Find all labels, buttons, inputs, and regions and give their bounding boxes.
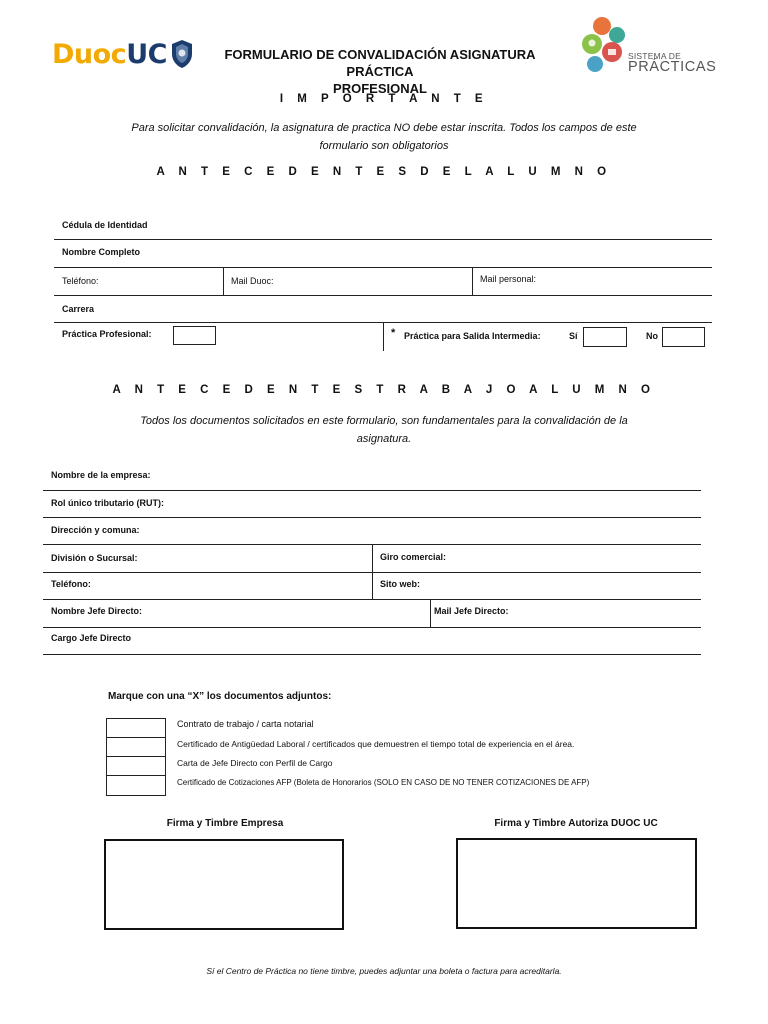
doc-item-3: Carta de Jefe Directo con Perfil de Cargo <box>177 758 333 768</box>
cedula-label: Cédula de Identidad <box>62 220 148 230</box>
logo-sistema-de-text: SISTEMA DE <box>628 51 682 61</box>
nombre-label: Nombre Completo <box>62 247 141 257</box>
logo-duoc-text: Duoc <box>52 38 127 70</box>
no-label: No <box>646 331 658 341</box>
jefe-line[interactable] <box>43 627 701 628</box>
mail-duoc-label: Mail Duoc: <box>231 276 274 286</box>
duoc-uc-logo <box>52 34 194 74</box>
division-line[interactable] <box>43 572 701 573</box>
logo-uc-text: UC <box>126 38 167 70</box>
salida-si-checkbox[interactable] <box>583 327 627 347</box>
practica-profesional-checkbox[interactable] <box>173 326 216 345</box>
footer-note: Sí el Centro de Práctica no tiene timbre, puedes adjuntar una boleta o factura para acreditarla. <box>206 966 562 976</box>
doc-item-1: Contrato de trabajo / carta notarial <box>177 719 314 729</box>
importante-line-1: Para solicitar convalidación, la asignatura de practica NO debe estar inscrita. Todos los campos de este <box>131 122 637 134</box>
firma-duoc-label: Firma y Timbre Autoriza DUOC UC <box>494 818 658 829</box>
importante-note <box>0 119 768 155</box>
trabajo-heading: A N T E C E D E N T E S T R A B A J O A L U M N O <box>112 384 656 396</box>
rut-label: Rol único tributario (RUT): <box>51 498 164 508</box>
salida-no-checkbox[interactable] <box>662 327 705 347</box>
si-label: Sí <box>569 331 578 341</box>
logo-practicas-text: PRÁCTICAS <box>628 59 717 75</box>
cedula-line[interactable] <box>54 239 712 240</box>
alumno-heading: A N T E C E D E N T E S D E L A L U M N O <box>156 166 612 178</box>
documentos-instruction: Marque con una “X” los documentos adjuntos: <box>108 691 332 702</box>
cargo-jefe-line[interactable] <box>43 654 701 655</box>
trabajo-note-line-2: asignatura. <box>356 433 412 445</box>
mail-jefe-label: Mail Jefe Directo: <box>434 606 509 616</box>
bubbles-cluster-icon <box>578 16 630 78</box>
telefono-empresa-line[interactable] <box>43 599 701 600</box>
direccion-label: Dirección y comuna: <box>51 525 140 535</box>
carrera-label: Carrera <box>62 304 95 314</box>
empresa-label: Nombre de la empresa: <box>51 470 151 480</box>
practica-profesional-label: Práctica Profesional: <box>62 329 152 339</box>
divider <box>430 599 431 627</box>
importante-line-2: formulario son obligatorios <box>319 140 449 152</box>
telefono-empresa-label: Teléfono: <box>51 579 91 589</box>
mail-personal-label: Mail personal: <box>480 274 537 284</box>
shield-crest-icon <box>170 39 194 69</box>
trabajo-note <box>0 412 768 448</box>
empresa-line[interactable] <box>43 490 701 491</box>
practica-salida-label: Práctica para Salida Intermedia: <box>404 331 541 341</box>
importante-heading: I M P O R T A N T E <box>279 93 489 105</box>
divider <box>472 267 473 295</box>
firma-empresa-box[interactable] <box>104 839 344 930</box>
divider <box>383 322 384 351</box>
asterisk-mark: * <box>391 327 396 339</box>
doc-item-2: Certificado de Antigüedad Laboral / certificados que demuestren el tiempo total de experiencia en el área. <box>177 739 575 749</box>
cargo-jefe-label: Cargo Jefe Directo <box>51 633 132 643</box>
sitio-web-label: Sito web: <box>380 579 420 589</box>
doc-checkbox-4[interactable] <box>106 775 166 796</box>
firma-empresa-label: Firma y Timbre Empresa <box>166 818 284 829</box>
jefe-label: Nombre Jefe Directo: <box>51 606 143 616</box>
doc-item-4: Certificado de Cotizaciones AFP (Boleta de Honorarios (SOLO EN CASO DE NO TENER COTIZACIONES DE AFP) <box>177 778 590 787</box>
nombre-line[interactable] <box>54 267 712 268</box>
telefono-label: Teléfono: <box>62 276 99 286</box>
doc-checkbox-3[interactable] <box>106 756 166 776</box>
sistema-practicas-logo <box>578 16 717 78</box>
title-line-2: PROFESIONAL <box>333 81 427 96</box>
title-line-1: FORMULARIO DE CONVALIDACIÓN ASIGNATURA PRÁCTICA <box>224 47 536 79</box>
doc-checkbox-1[interactable] <box>106 718 166 738</box>
firma-duoc-box[interactable] <box>456 838 697 929</box>
trabajo-note-line-1: Todos los documentos solicitados en este formulario, son fundamentales para la convalidación de la <box>140 415 628 427</box>
doc-checkbox-2[interactable] <box>106 737 166 757</box>
division-label: División o Sucursal: <box>51 553 138 563</box>
giro-label: Giro comercial: <box>380 552 447 562</box>
contact-line[interactable] <box>54 295 712 296</box>
document-title <box>195 46 565 97</box>
divider <box>223 267 224 295</box>
rut-line[interactable] <box>43 517 701 518</box>
